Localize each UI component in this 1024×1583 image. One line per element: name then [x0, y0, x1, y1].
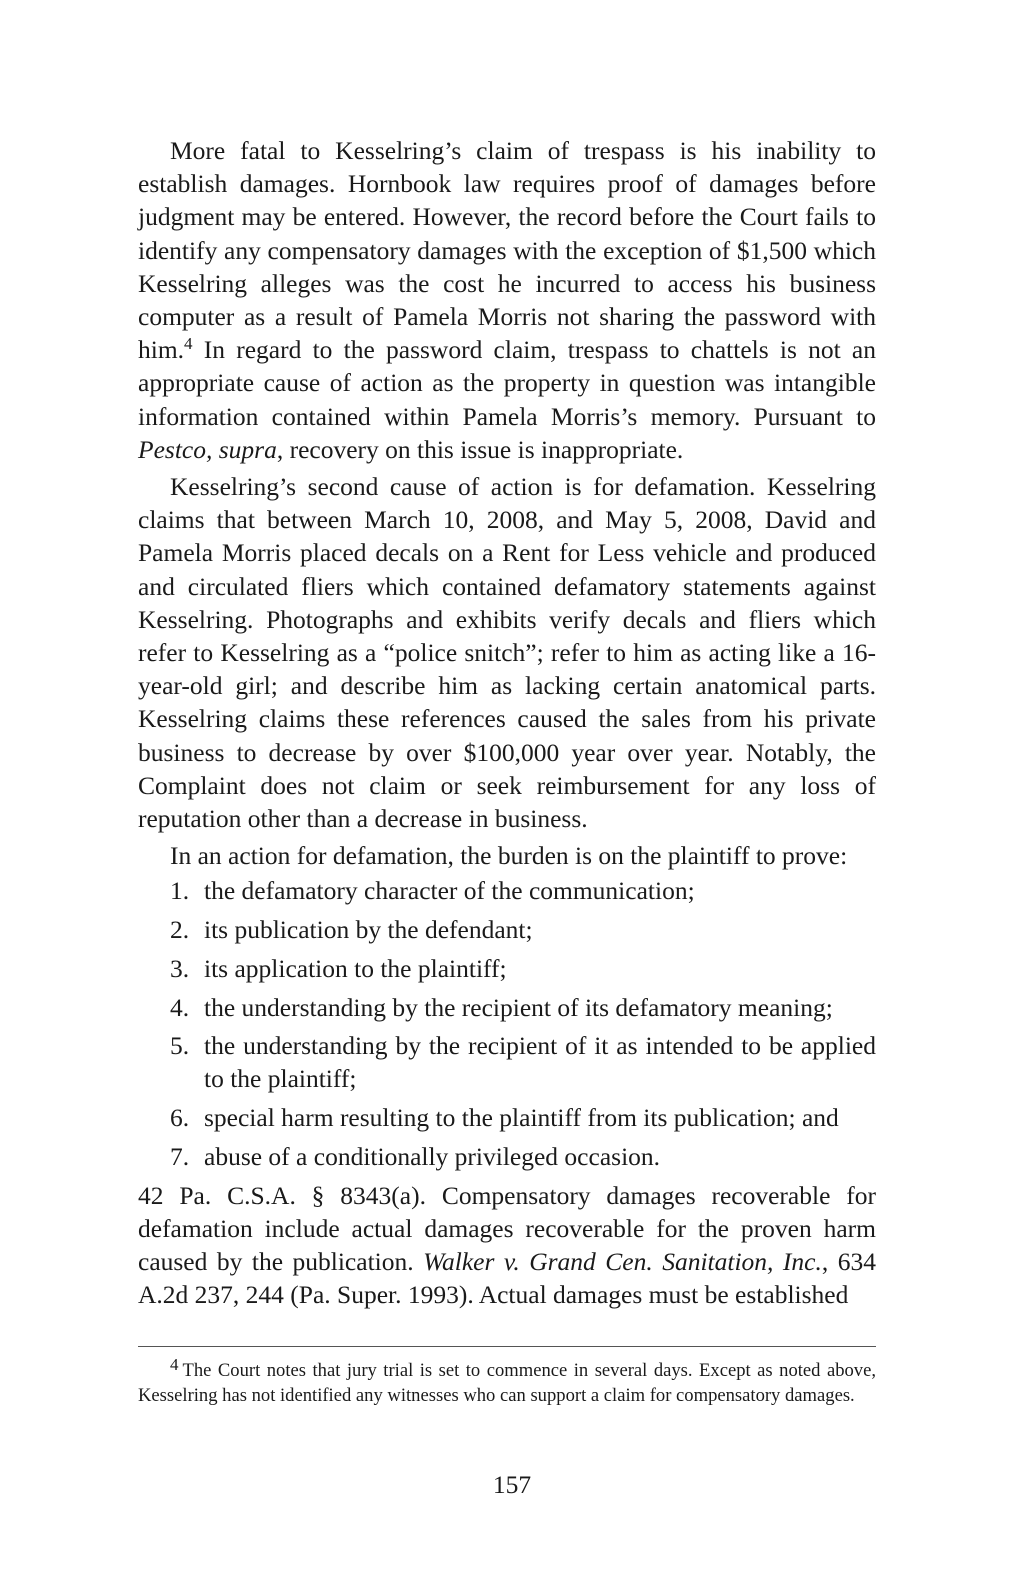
case-citation: Walker v. Grand Cen. Sanitation, Inc.	[423, 1247, 822, 1276]
list-item	[138, 1029, 876, 1095]
paragraph-defamation-claim: Kesselring’s second cause of action is for defamation. Kesselring claims that between March 10, 2008, and May 5, 2008, David and Pamela Morris placed decals on a Rent for Less vehicle and produced and circulated fliers which contained defamatory statements against Kesselring. Photographs and exhibits verify decals and fliers which refer to Kesselring as a “police snitch”; refer to him as acting like a 16-year-old girl; and describe him as lacking certain anatomical parts. Kesselring claims these references caused the sales from his private business to decrease by over $100,000 year over year. Notably, the Complaint does not claim or seek reimbursement for any loss of reputation other than a decrease in business.	[138, 472, 876, 834]
list-item-text: its application to the plaintiff;	[204, 953, 507, 983]
paragraph-trespass-damages	[138, 134, 876, 466]
list-item	[138, 952, 876, 985]
footnote-marker: 4	[170, 1355, 179, 1374]
list-item	[138, 1140, 876, 1173]
paragraph-text: 42 Pa. C.S.A. § 8343(a). Compensatory damages recoverable for defamation include actual damages recoverable for the proven harm caused by the publication.	[138, 1180, 876, 1276]
footnote-divider	[138, 1346, 876, 1347]
paragraph-text: , 634 A.2d 237, 244 (Pa. Super. 1993). Actual damages must be established	[138, 1247, 876, 1310]
footnote-reference: 4	[184, 334, 193, 354]
list-item-text: the understanding by the recipient of it as intended to be applied to the plaintiff;	[204, 1031, 876, 1094]
list-item	[138, 991, 876, 1024]
list-item-number: 4.	[170, 992, 190, 1022]
paragraph-burden-intro: In an action for defamation, the burden is on the plaintiff to prove:	[170, 841, 848, 871]
list-item-number: 2.	[170, 915, 190, 945]
list-item-text: the defamatory character of the communication;	[204, 876, 695, 906]
list-item-text: special harm resulting to the plaintiff from its publication; and	[204, 1103, 839, 1133]
defamation-elements-list	[138, 874, 876, 1173]
list-item	[138, 1101, 876, 1134]
footnote	[138, 1355, 876, 1408]
paragraph-statute-citation	[138, 1179, 876, 1312]
list-item-text: the understanding by the recipient of its defamatory meaning;	[204, 992, 833, 1022]
document-body	[138, 134, 876, 1315]
paragraph-text: In regard to the password claim, trespass to chattels is not an appropriate cause of action as the property in question was intangible information contained within Pamela Morris’s memory. Pursuant to	[138, 335, 876, 431]
case-citation: Pestco, supra	[138, 434, 277, 464]
list-item-number: 6.	[170, 1103, 190, 1133]
list-item	[138, 874, 876, 907]
paragraph-text: , recovery on this issue is inappropriate.	[276, 434, 684, 464]
list-item	[138, 913, 876, 946]
list-item-number: 1.	[170, 876, 190, 906]
list-item-number: 7.	[170, 1141, 190, 1171]
list-item-number: 5.	[170, 1031, 190, 1061]
footnote-text: The Court notes that jury trial is set to commence in several days. Except as noted above, Kesselring has not identified any witnesses who can support a claim for compensatory damages.	[138, 1360, 876, 1406]
list-item-text: abuse of a conditionally privileged occasion.	[204, 1141, 661, 1171]
list-item-number: 3.	[170, 953, 190, 983]
page-number: 157	[492, 1470, 532, 1499]
paragraph-text: More fatal to Kesselring’s claim of trespass is his inability to establish damages. Hornbook law requires proof of damages before judgment may be entered. However, the record before the Court fails to identify any compensatory damages with the exception of $1,500 which Kesselring alleges was the cost he incurred to access his business computer as a result of Pamela Morris not sharing the password with him.	[138, 136, 876, 365]
list-item-text: its publication by the defendant;	[204, 915, 533, 945]
